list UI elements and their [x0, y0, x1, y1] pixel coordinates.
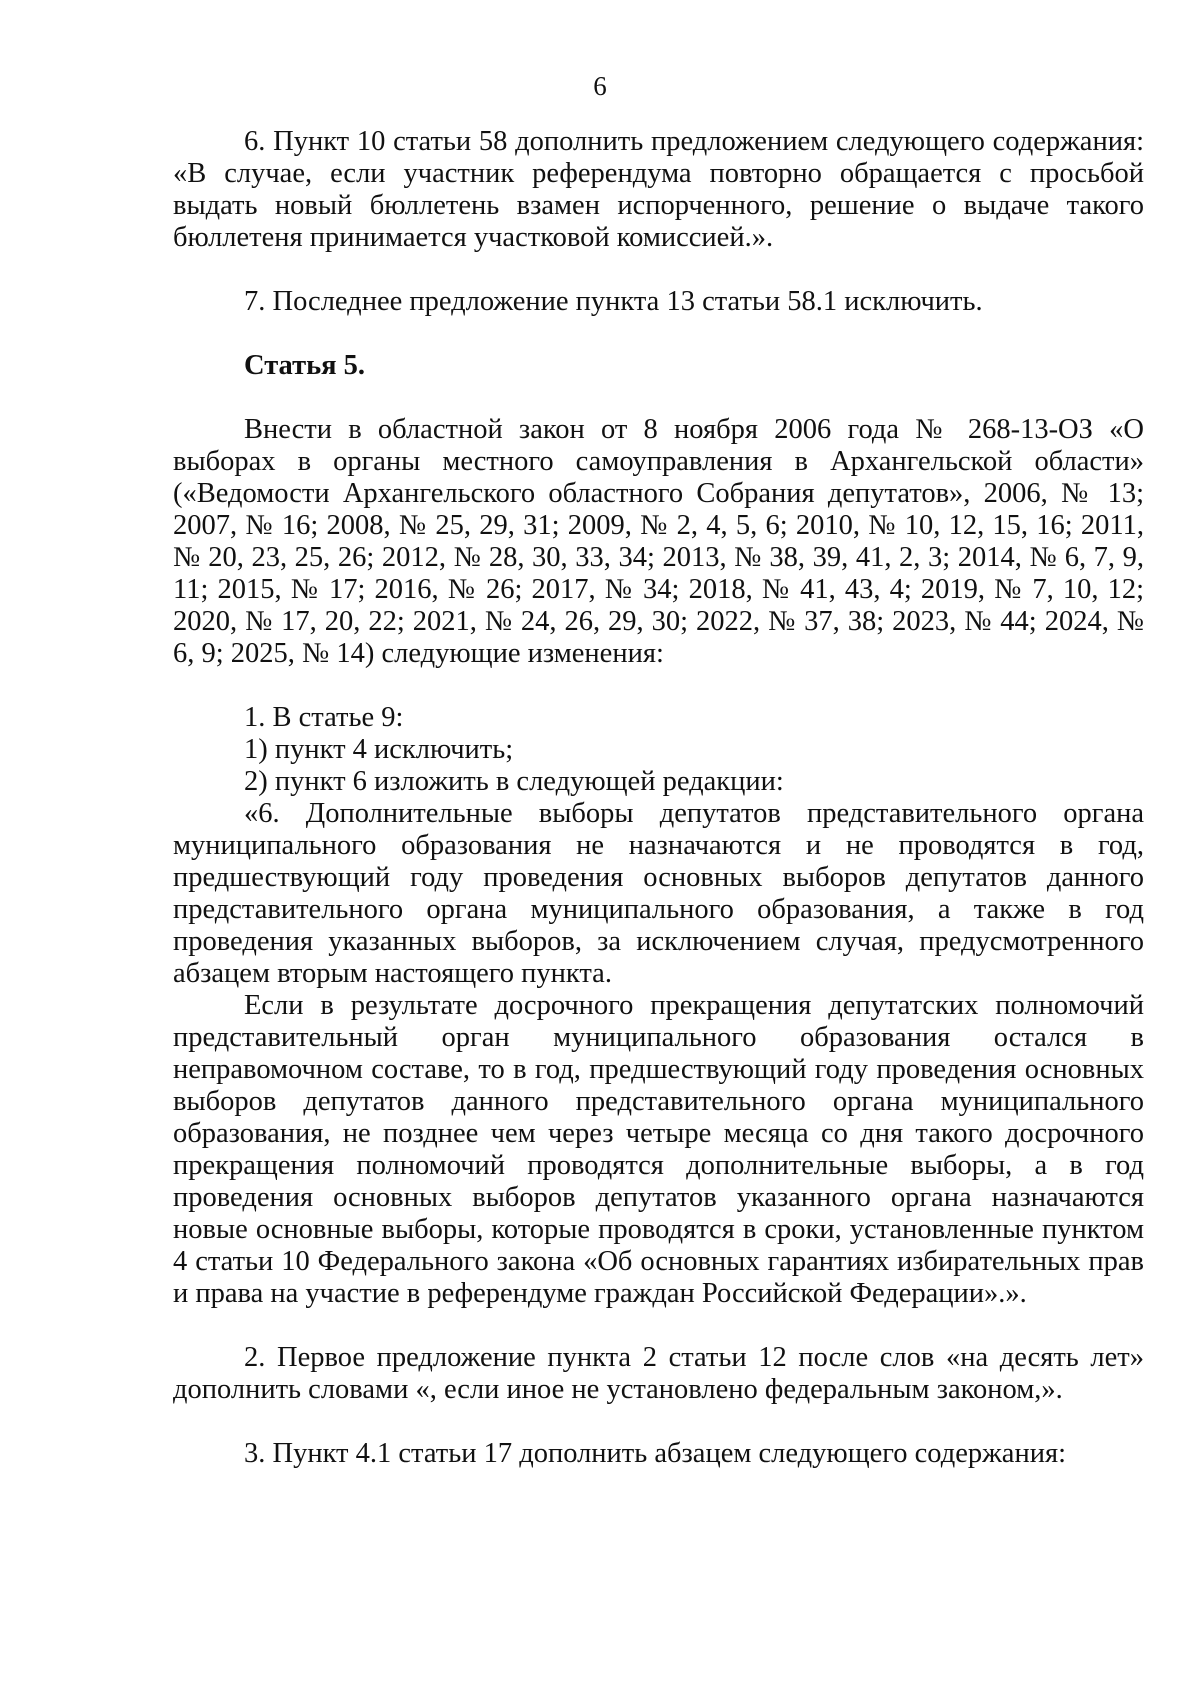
page-number: 6 — [593, 71, 607, 101]
paragraph-subitem-2: 2) пункт 6 изложить в следующей редакции: — [244, 766, 784, 797]
paragraph-amendment-7: 7. Последнее предложение пункта 13 статьи 58.1 исключить. — [244, 286, 983, 317]
paragraph-new-point-6-second: Если в результате досрочного прекращения депутатских полномочий представительный орган муниципального образования остался в неправомочном составе, то в год, предшествующий году проведения основных выборов депутатов данного представительного органа муниципального образования, не позднее чем через четыре месяца со дня такого досрочного прекращения полномочий проводятся дополнительные выборы, а в год проведения основных выборов депутатов указанного органа назначаются новые основные выборы, которые проводятся в сроки, установленные пунктом 4 статьи 10 Федерального закона «Об основных гарантиях избирательных прав и права на участие в референдуме граждан Российской Федерации».». — [173, 990, 1144, 1309]
paragraph-item-1: 1. В статье 9: — [244, 702, 404, 733]
paragraph-subitem-1: 1) пункт 4 исключить; — [244, 734, 514, 765]
article-heading: Статья 5. — [244, 350, 366, 381]
paragraph-amendment-6: 6. Пункт 10 статьи 58 дополнить предложением следующего содержания: «В случае, если участник референдума повторно обращается с просьбой выдать новый бюллетень взамен испорченного, решение о выдаче такого бюллетеня принимается участковой комиссией.». — [173, 126, 1144, 253]
paragraph-new-point-6: «6. Дополнительные выборы депутатов представительного органа муниципального образования не назначаются и не проводятся в год, предшествующий году проведения основных выборов депутатов данного представительного органа муниципального образования, а также в год проведения указанных выборов, за исключением случая, предусмотренного абзацем вторым настоящего пункта. — [173, 798, 1144, 989]
paragraph-article-5-intro: Внести в областной закон от 8 ноября 2006 года № 268-13-ОЗ «О выборах в органы местного самоуправления в Архангельской области» («Ведомости Архангельского областного Собрания депутатов», 2006, № 13; 2007, № 16; 2008, № 25, 29, 31; 2009, № 2, 4, 5, 6; 2010, № 10, 12, 15, 16; 2011, № 20, 23, 25, 26; 2012, № 28, 30, 33, 34; 2013, № 38, 39, 41, 2, 3; 2014, № 6, 7, 9, 11; 2015, № 17; 2016, № 26; 2017, № 34; 2018, № 41, 43, 4; 2019, № 7, 10, 12; 2020, № 17, 20, 22; 2021, № 24, 26, 29, 30; 2022, № 37, 38; 2023, № 44; 2024, № 6, 9; 2025, № 14) следующие изменения: — [173, 414, 1144, 669]
document-body — [173, 126, 1144, 1470]
paragraph-item-3: 3. Пункт 4.1 статьи 17 дополнить абзацем следующего содержания: — [244, 1438, 1066, 1469]
paragraph-item-2: 2. Первое предложение пункта 2 статьи 12 после слов «на десять лет» дополнить словами «, если иное не установлено федеральным законом,». — [173, 1342, 1144, 1405]
